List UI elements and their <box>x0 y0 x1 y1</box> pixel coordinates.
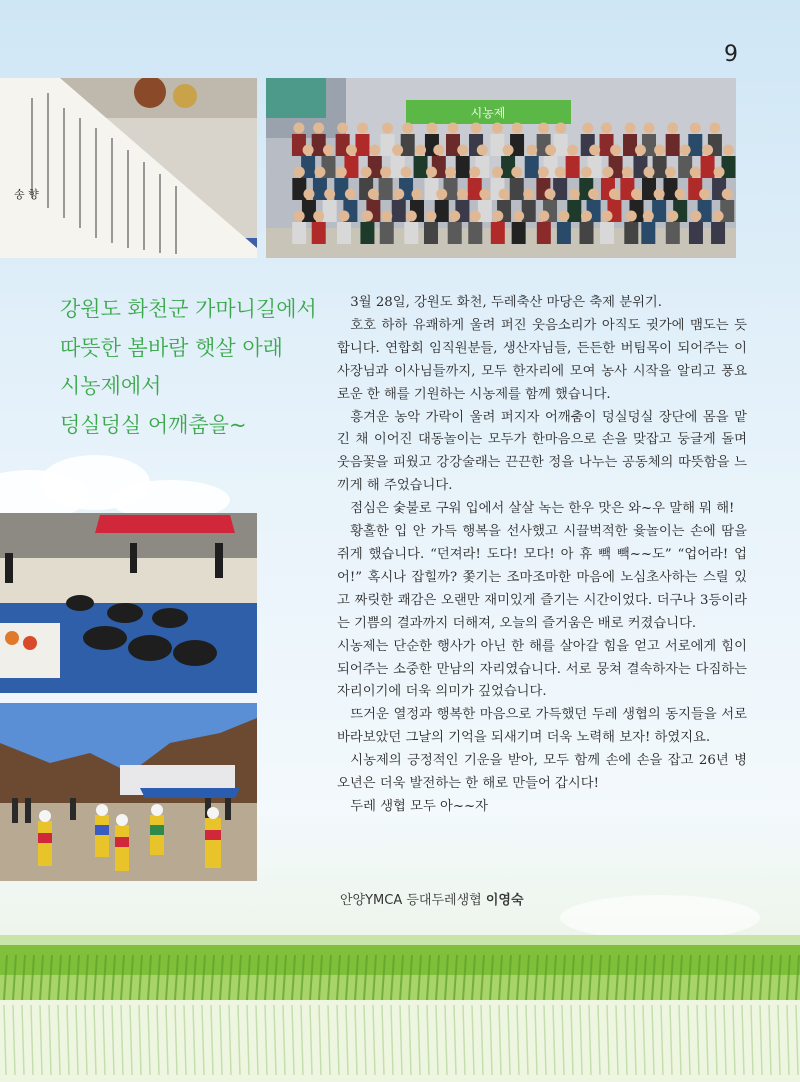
headline-line: 따뜻한 봄바람 햇살 아래 <box>60 335 283 360</box>
rice-field-decoration <box>0 935 800 1082</box>
body-paragraph: 점심은 숯불로 구워 입에서 살살 녹는 한우 맛은 와~우 말해 뭐 해! <box>350 501 735 517</box>
photo-ceremony-bow <box>0 513 257 693</box>
author-name: 이영숙 <box>485 893 524 908</box>
scroll-text: 송 향 <box>14 188 39 201</box>
author-org: 안양YMCA 등대두레생협 <box>340 893 482 908</box>
page-number: 9 <box>724 42 738 67</box>
author-credit <box>340 889 524 908</box>
body-paragraph: 시농제는 단순한 행사가 아닌 한 해를 살아갈 힘을 얻고 서로에게 힘이 되어주는 소중한 만남의 자리였습니다. 서로 뭉쳐 결속하자는 다짐하는 자리이기에 더욱 의미가 깊었습니다. <box>337 638 747 700</box>
headline-line: 덩실덩실 어깨춤을~ <box>60 412 247 437</box>
body-paragraph: 흥겨운 농악 가락이 울려 퍼지자 어깨춤이 덩실덩실 장단에 몸을 맡긴 채 이어진 대동놀이는 모두가 한마음으로 손을 맞잡고 둥글게 돌며 웃음꽃을 피웠고 강강술래는 끈끈한 정을 나누는 공동체의 따뜻함을 느끼게 해 주었습니다. <box>337 409 747 494</box>
body-paragraph: 3월 28일, 강원도 화천, 두레축산 마당은 축제 분위기. <box>350 295 662 310</box>
headline <box>60 290 330 444</box>
headline-line: 강원도 화천군 가마니길에서 <box>60 297 317 321</box>
photo-nongak-performance <box>0 703 257 881</box>
headline-line: 시농제에서 <box>60 374 162 398</box>
banner-text: 시농제 <box>470 106 506 120</box>
body-paragraph: 시농제의 긍정적인 기운을 받아, 모두 함께 손에 손을 잡고 26년 병오년은 더욱 발전하는 한 해로 만들어 갑시다! <box>337 753 747 792</box>
body-paragraph: 두레 생협 모두 아~~자 <box>350 798 489 814</box>
body-paragraph: 뜨거운 열정과 행복한 마음으로 가득했던 두레 생협의 동지들을 서로 바라보았던 그날의 기억을 되새기며 더욱 노력해 보자! 하였지요. <box>337 707 747 746</box>
article-body <box>337 292 747 819</box>
cloud-decoration <box>560 895 760 940</box>
body-paragraph: 호호 하하 유쾌하게 울려 퍼진 웃음소리가 아직도 귓가에 맴도는 듯합니다. 연합회 임직원분들, 생산자님들, 든든한 버팀목이 되어주는 이사장님과 이사님들까지, 모두 한자리에 모여 농사 시작을 알리고 풍요로운 한 해를 기원하는 시농제를 함께 했습니다. <box>337 317 747 402</box>
photo-group <box>266 78 736 258</box>
photo-calligraphy-scroll <box>0 78 257 258</box>
body-paragraph: 황홀한 입 안 가득 행복을 선사했고 시끌벅적한 윷놀이는 손에 땀을 쥐게 했습니다. “던져라! 도다! 모다! 아 휴 빽 빽~~도” “업어라! 업어!” 혹시나 잡힐까? 쫓기는 조마조마한 마음에 노심초사하는 스릴 있고 짜릿한 쾌감은 오랜만 재미있게 즐기는 시간이었다. 더구나 3등이라는 기쁨의 결과까지 더해져, 오늘의 즐거움은 배로 커졌습니다. <box>337 524 747 631</box>
